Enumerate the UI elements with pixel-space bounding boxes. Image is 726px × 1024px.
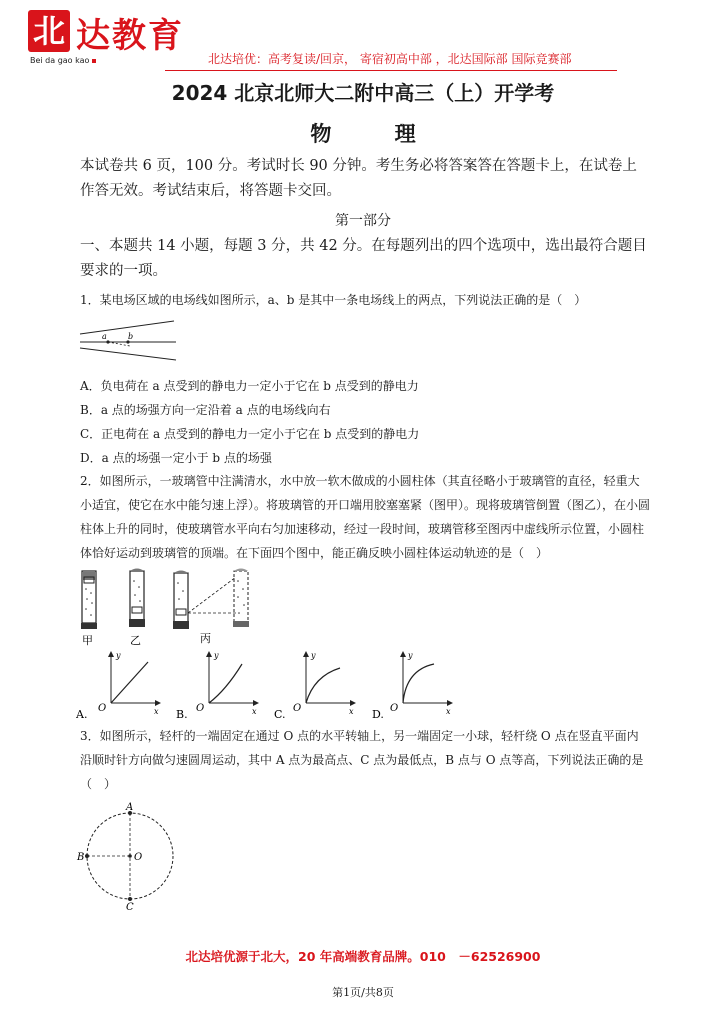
- question-3-stem: 3．如图所示，轻杆的一端固定在通过 O 点的水平转轴上，另一端固定一小球，轻杆绕 O 点在竖直平面内沿顺时针方向做匀速圆周运动，其中 A 点为最高点、C 点为最低点，B 点与 O 点等高，下列说法正确的是（ ）: [80, 729, 644, 791]
- point-C: [128, 897, 132, 901]
- svg-text:y: y: [214, 651, 219, 660]
- footer-ad: 北达培优源于北大，20 年高端教育品牌。010 －62526900: [185, 949, 541, 964]
- label-b: b: [128, 332, 134, 341]
- graph-d: [372, 651, 451, 721]
- svg-text:x: x: [446, 707, 451, 716]
- graph-c: [274, 651, 354, 721]
- graph-b: [176, 651, 257, 721]
- tube-bing: [173, 569, 249, 630]
- svg-text:A: A: [126, 802, 134, 813]
- point-B: [85, 854, 89, 858]
- q1-option-b: B．a 点的场强方向一定沿着 a 点的电场线向右: [80, 403, 331, 417]
- q1-option-c: C．正电荷在 a 点受到的静电力一定小于它在 b 点受到的静电力: [80, 427, 420, 441]
- exam-title: 2024 北京北师大二附中高三（上）开学考: [171, 81, 555, 105]
- question-1-stem: 1．某电场区域的电场线如图所示，a、b 是其中一条电场线上的两点，下列说法正确的是（ ）: [80, 293, 587, 307]
- label-bing: 丙: [200, 632, 211, 645]
- trajectory-a: [111, 662, 148, 703]
- logo-text: 达教育: [76, 16, 184, 56]
- svg-text:x: x: [252, 707, 257, 716]
- point-a: [106, 340, 109, 343]
- label-yi: 乙: [130, 634, 141, 647]
- tube-yi: [129, 569, 145, 628]
- trajectory-b: [209, 664, 242, 703]
- svg-text:B: B: [77, 852, 85, 863]
- svg-text:C.: C.: [274, 708, 286, 721]
- logo-pinyin: Bei da gao kao: [30, 56, 96, 65]
- glass-tube-figure: [78, 567, 263, 647]
- subject-title: 物 理: [310, 121, 444, 146]
- page-number: 第1页/共8页: [332, 986, 394, 999]
- circular-motion-figure: [76, 800, 186, 910]
- q1-option-a: A．负电荷在 a 点受到的静电力一定小于它在 b 点受到的静电力: [80, 379, 419, 393]
- trajectory-c: [306, 668, 340, 703]
- tube-jia: [81, 571, 97, 629]
- svg-text:x: x: [154, 707, 159, 716]
- svg-text:y: y: [116, 651, 121, 660]
- svg-text:C: C: [126, 902, 134, 910]
- field-line-bottom: [80, 348, 176, 360]
- svg-text:O: O: [98, 703, 107, 714]
- svg-text:O: O: [390, 703, 399, 714]
- label-jia: 甲: [82, 634, 93, 647]
- svg-text:B.: B.: [176, 708, 188, 721]
- svg-text:O: O: [196, 703, 205, 714]
- logo-mark: 北: [28, 10, 70, 52]
- q1-option-d: D．a 点的场强一定小于 b 点的场强: [80, 451, 272, 465]
- svg-text:y: y: [408, 651, 413, 660]
- field-line-top: [80, 321, 174, 334]
- svg-text:O: O: [293, 703, 302, 714]
- part-heading: 第一部分: [335, 213, 391, 229]
- section-instruction: 一、本题共 14 小题，每题 3 分，共 42 分。在每题列出的四个选项中，选出最符合题目要求的一项。: [80, 238, 647, 279]
- svg-text:y: y: [311, 651, 316, 660]
- trajectory-graphs: [76, 648, 466, 723]
- electric-field-figure: [78, 318, 182, 364]
- header-divider: [165, 70, 617, 71]
- svg-text:x: x: [349, 707, 354, 716]
- question-2-stem: 2．如图所示，一玻璃管中注满清水，水中放一软木做成的小圆柱体（其直径略小于玻璃管的直径，轻重大小适宜，使它在水中能匀速上浮）。将玻璃管的开口端用胶塞塞紧（图甲）。现将玻璃管倒置（图乙），在小圆柱体上升的同时，使玻璃管水平向右匀加速移动，经过一段时间，玻璃管移至图丙中虚线所示位置，小圆柱体恰好运动到玻璃管的顶端。在下面四个图中，能正确反映小圆柱体运动轨迹的是（ ）: [80, 474, 651, 560]
- trajectory-d: [403, 664, 434, 703]
- svg-text:O: O: [134, 852, 143, 863]
- graph-a: [76, 651, 159, 721]
- header-slogan: 北达培优：高考复读/回京， 寄宿初高中部 ，北达国际部 国际竞赛部: [208, 52, 572, 66]
- svg-text:D.: D.: [372, 708, 384, 721]
- point-O: [128, 854, 132, 858]
- svg-text:A.: A.: [76, 708, 88, 721]
- exam-instructions: 本试卷共 6 页，100 分。考试时长 90 分钟。考生务必将答案答在答题卡上，在试卷上作答无效。考试结束后，将答题卡交回。: [80, 158, 637, 199]
- label-a: a: [102, 332, 107, 341]
